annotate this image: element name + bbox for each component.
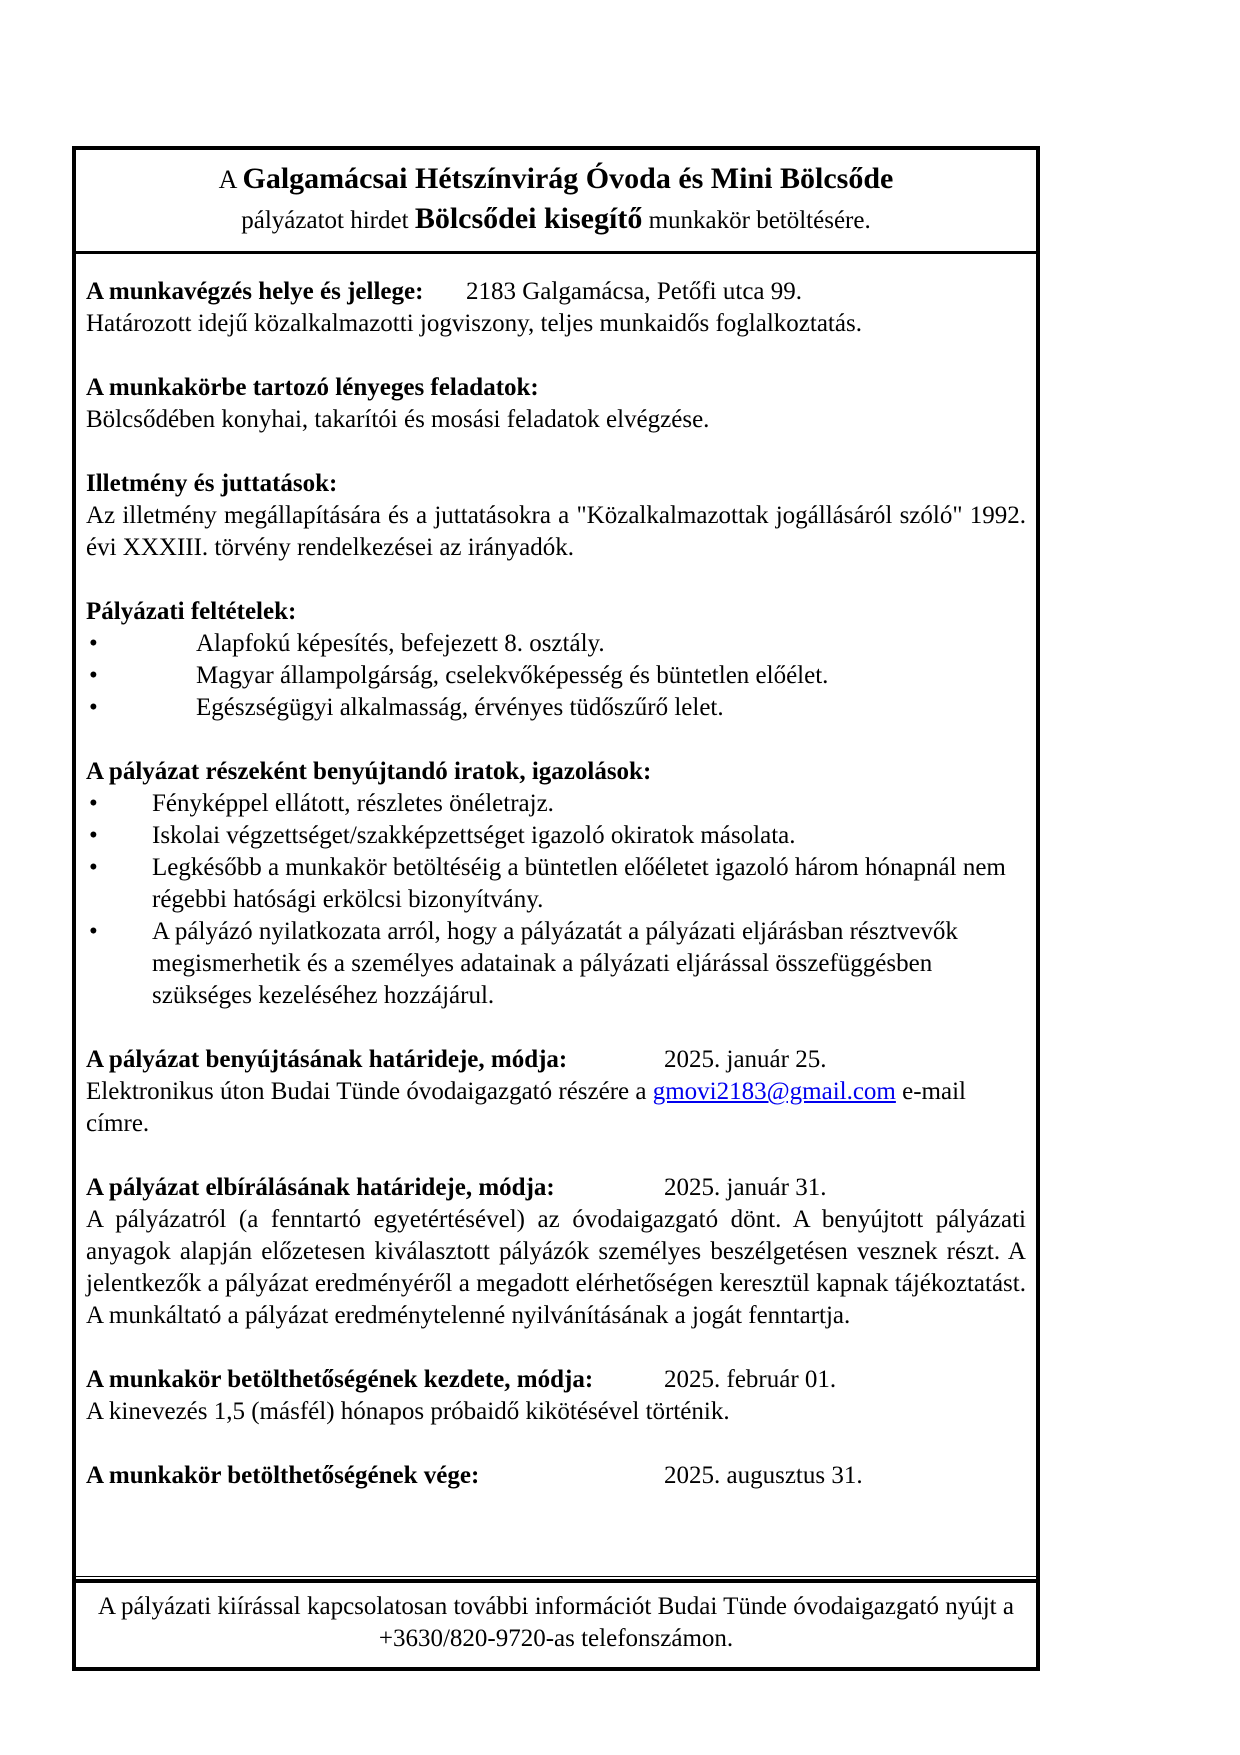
document-text: Iskolai végzettséget/szakképzettséget igazoló okiratok másolata. xyxy=(152,822,796,849)
bullet-icon: • xyxy=(89,694,98,721)
list-item xyxy=(86,692,1026,724)
requirement-text: Egészségügyi alkalmasság, érvényes tüdőszűrő lelet. xyxy=(196,694,724,721)
title-prefix: A xyxy=(218,165,243,194)
requirement-text: Magyar állampolgárság, cselekvőképesség és büntetlen előélet. xyxy=(196,662,829,689)
evaluation-label-line xyxy=(86,1172,1026,1204)
document-header xyxy=(76,150,1036,254)
requirement-text: Alapfokú képesítés, befejezett 8. osztály. xyxy=(196,630,605,657)
list-item xyxy=(86,660,1026,692)
workplace-label: A munkavégzés helye és jellege: xyxy=(86,278,424,305)
section-start xyxy=(86,1364,1026,1428)
footer-divider xyxy=(76,1576,1036,1583)
documents-label: A pályázat részeként benyújtandó iratok, igazolások: xyxy=(86,758,652,785)
page-subtitle xyxy=(86,201,1026,239)
end-label-line xyxy=(86,1460,1026,1492)
submission-body xyxy=(86,1076,1026,1140)
section-documents xyxy=(86,756,1026,1012)
list-item xyxy=(86,916,1026,1012)
document-body xyxy=(76,254,1036,1576)
section-submission xyxy=(86,1044,1026,1140)
job-title: Bölcsődei kisegítő xyxy=(414,202,643,235)
subtitle-suffix: munkakör betöltésére. xyxy=(642,207,871,234)
bullet-icon: • xyxy=(89,822,98,849)
list-item xyxy=(86,852,1026,916)
list-item xyxy=(86,820,1026,852)
bullet-icon: • xyxy=(89,630,98,657)
start-label: A munkakör betölthetőségének kezdete, módja: xyxy=(86,1366,594,1393)
workplace-body: Határozott idejű közalkalmazotti jogviszony, teljes munkaidős foglalkoztatás. xyxy=(86,310,862,337)
start-label-line xyxy=(86,1364,1026,1396)
organization-name: Galgamácsai Hétszínvirág Óvoda és Mini Bölcsőde xyxy=(242,162,894,195)
requirements-label: Pályázati feltételek: xyxy=(86,598,297,625)
start-date: 2025. február 01. xyxy=(664,1366,837,1393)
evaluation-deadline: 2025. január 31. xyxy=(664,1174,827,1201)
submission-deadline: 2025. január 25. xyxy=(664,1046,827,1073)
document-text: Legkésőbb a munkakör betöltéséig a büntetlen előéletet igazoló három hónapnál nem régebbi hatósági erkölcsi bizonyítvány. xyxy=(152,854,1006,913)
page-title xyxy=(86,158,1026,201)
footer-contact-line2: +3630/820-9720-as telefonszámon. xyxy=(378,1625,734,1652)
end-label: A munkakör betölthetőségének vége: xyxy=(86,1462,480,1489)
document-footer xyxy=(76,1583,1036,1667)
document-text: A pályázó nyilatkozata arról, hogy a pályázatát a pályázati eljárásban résztvevők megismerhetik és a személyes adatainak a pályázati eljárással összefüggésben szükséges kezeléséhez hozzájárul. xyxy=(152,918,958,1009)
start-body: A kinevezés 1,5 (másfél) hónapos próbaidő kikötésével történik. xyxy=(86,1398,730,1425)
job-posting-table xyxy=(72,146,1040,1671)
section-requirements xyxy=(86,596,1026,724)
workplace-label-line xyxy=(86,276,1026,308)
bullet-icon: • xyxy=(89,662,98,689)
workplace-value: 2183 Galgamácsa, Petőfi utca 99. xyxy=(466,278,803,305)
evaluation-label: A pályázat elbírálásának határideje, módja: xyxy=(86,1174,555,1201)
salary-label: Illetmény és juttatások: xyxy=(86,470,338,497)
end-date: 2025. augusztus 31. xyxy=(664,1462,863,1489)
list-item xyxy=(86,628,1026,660)
section-workplace xyxy=(86,276,1026,340)
bullet-icon: • xyxy=(89,918,98,945)
submission-label-line xyxy=(86,1044,1026,1076)
submission-body-suffix: e-mail címre. xyxy=(86,1078,966,1137)
email-link[interactable]: gmovi2183@gmail.com xyxy=(652,1078,896,1105)
bullet-icon: • xyxy=(89,854,98,881)
duties-body: Bölcsődében konyhai, takarítói és mosási feladatok elvégzése. xyxy=(86,406,710,433)
bullet-icon: • xyxy=(89,790,98,817)
duties-label: A munkakörbe tartozó lényeges feladatok: xyxy=(86,374,539,401)
section-end xyxy=(86,1460,1026,1492)
list-item xyxy=(86,788,1026,820)
section-evaluation xyxy=(86,1172,1026,1332)
document-text: Fényképpel ellátott, részletes önéletrajz. xyxy=(152,790,554,817)
section-salary xyxy=(86,468,1026,564)
salary-body: Az illetmény megállapítására és a juttatásokra a "Közalkalmazottak jogállásáról szóló" 1992. évi XXXIII. törvény rendelkezései az irányadók. xyxy=(86,502,1026,561)
submission-body-prefix: Elektronikus úton Budai Tünde óvodaigazgató részére a xyxy=(86,1078,653,1105)
subtitle-prefix: pályázatot hirdet xyxy=(241,207,415,234)
footer-contact-line1: A pályázati kiírással kapcsolatosan további információt Budai Tünde óvodaigazgató nyújt a xyxy=(98,1593,1014,1620)
section-duties xyxy=(86,372,1026,436)
submission-label: A pályázat benyújtásának határideje, módja: xyxy=(86,1046,568,1073)
evaluation-body: A pályázatról (a fenntartó egyetértésével) az óvodaigazgató dönt. A benyújtott pályázati anyagok alapján előzetesen kiválasztott pályázók személyes beszélgetésen vesznek részt. A jelentkezők a pályázat eredményéről a megadott elérhetőségen keresztül kapnak tájékoztatást. A munkáltató a pályázat eredménytelenné nyilvánításának a jogát fenntartja. xyxy=(86,1206,1026,1329)
